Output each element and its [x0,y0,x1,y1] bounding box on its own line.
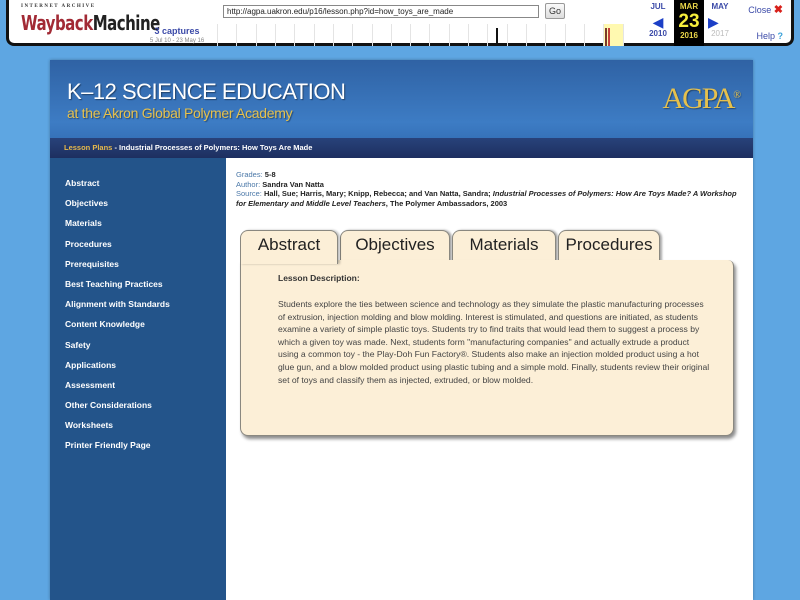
tab-objectives[interactable]: Objectives [340,230,450,262]
captures-count-link[interactable]: 3 captures [154,26,200,36]
sidebar-item-materials[interactable]: Materials [65,218,102,229]
site-subtitle: at the Akron Global Polymer Academy [67,105,293,121]
go-button[interactable]: Go [545,3,565,19]
wayback-logo[interactable] [21,4,160,38]
source-row: Source: Hall, Sue; Harris, Mary; Knipp, Rebecca; and Van Natta, Sandra; Industrial Processes of Polymers: How Are Toys Made? A Workshop for Elementary and Middle Level Teachers, The Polymer Ambassadors, 2003 [236,189,737,208]
prev-capture[interactable]: JUL ◀ 2010 [643,0,673,38]
sidebar-item-abstract[interactable]: Abstract [65,178,100,188]
tab-abstract[interactable]: Abstract [240,230,338,264]
sidebar-item-alignment-with-standards[interactable]: Alignment with Standards [65,299,170,310]
main-content [236,170,746,385]
sidebar-item-objectives[interactable]: Objectives [65,198,108,209]
current-capture: MAR 23 2016 [674,0,704,46]
breadcrumb-current: Industrial Processes of Polymers: How Toys Are Made [119,143,313,152]
site-title: K–12 SCIENCE EDUCATION [67,79,346,104]
capture-sparkline[interactable] [217,24,642,46]
help-icon: ? [777,31,783,41]
grades-row: Grades: 5-8 [236,170,276,179]
sidebar-item-assessment[interactable]: Assessment [65,379,116,390]
logo-internet-archive: INTERNET ARCHIVE [21,4,96,9]
lesson-meta [236,170,746,208]
author-row: Author: Sandra Van Natta [236,179,324,189]
abstract-panel [240,260,734,436]
help-button[interactable]: Help ? [756,31,783,41]
wayback-url-input[interactable]: http://agpa.uakron.edu/p16/lesson.php?id=how_toys_are_made [223,5,539,18]
sidebar-item-prerequisites[interactable]: Prerequisites [65,258,119,269]
sidebar [50,158,226,600]
captures-info [137,26,217,44]
next-capture[interactable]: MAY ▶ 2017 [705,0,735,38]
breadcrumb: Lesson Plans - Industrial Processes of Polymers: How Toys Are Made [50,138,753,158]
sidebar-item-best-teaching-practices[interactable]: Best Teaching Practices [65,278,163,289]
breadcrumb-lesson-plans[interactable]: Lesson Plans [64,143,113,152]
sidebar-item-other-considerations[interactable]: Other Considerations [65,400,152,411]
sidebar-item-printer-friendly-page[interactable]: Printer Friendly Page [65,440,151,451]
tab-materials[interactable]: Materials [452,230,556,262]
prev-arrow-icon[interactable]: ◀ [652,14,664,30]
tab-procedures[interactable]: Procedures [558,230,660,262]
next-arrow-icon[interactable]: ▶ [708,14,719,30]
sidebar-item-worksheets[interactable]: Worksheets [65,420,114,431]
agpa-logo[interactable]: AGPA® [662,82,741,115]
close-icon: ✖ [773,4,783,16]
page-container [50,60,753,600]
lesson-description-heading: Lesson Description: [278,273,360,283]
logo-wayback-machine: WaybackMachine [21,11,160,36]
captures-range: 5 Jul 10 - 23 May 16 [149,38,205,44]
close-button[interactable]: Close ✖ [748,4,783,16]
sidebar-item-content-knowledge[interactable]: Content Knowledge [65,319,145,330]
lesson-description-text: Students explore the ties between science and technology as they simulate the plastic manufacturing processes of extrusion, injection molding and blow molding. Interest is stimulated, and questions are initiated, as students examine a variety of simple plastic toys. Students try to find traits that would lead them to suggest a process by which a given toy was made. Next, students form "manufacturing companies" and actually extrude a product using a common toy - the Play-Doh Fun Factory®. Students also make an injection molded product using a hot glue gun, and a blow molded product using plastic tubing and a simple mold. Finally, students review their original set of toys and classify them as injected, extruded, or blow molded. [278,299,710,385]
sidebar-item-procedures[interactable]: Procedures [65,238,112,249]
calendar-nav [643,0,753,46]
wayback-toolbar [6,0,794,46]
sidebar-item-safety[interactable]: Safety [65,339,91,350]
sidebar-item-applications[interactable]: Applications [65,359,117,370]
site-banner [50,60,753,138]
